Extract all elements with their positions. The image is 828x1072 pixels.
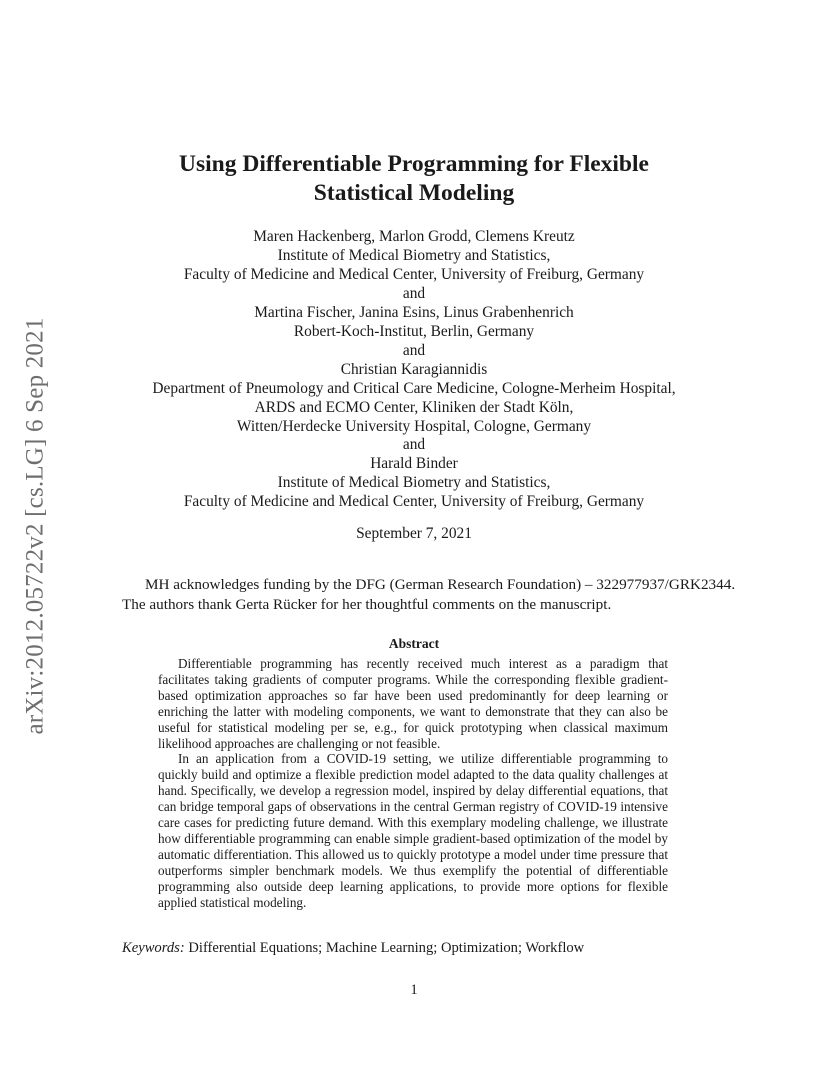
separator-and: and bbox=[402, 284, 426, 302]
affiliation-line: Robert-Koch-Institut, Berlin, Germany bbox=[293, 322, 535, 340]
authors-line: Harald Binder bbox=[370, 455, 458, 473]
acknowledgment-line: MH acknowledges funding by the DFG (German Research Foundation) – 322977937/GRK2344. bbox=[145, 576, 736, 593]
page-number: 1 bbox=[410, 982, 418, 998]
keywords-text: Differential Equations; Machine Learning; Optimization; Workflow bbox=[188, 940, 585, 956]
affiliation-line: Institute of Medical Biometry and Statistics, bbox=[277, 246, 551, 264]
affiliation-line: Faculty of Medicine and Medical Center, University of Freiburg, Germany bbox=[183, 493, 645, 511]
abstract-heading: Abstract bbox=[388, 636, 440, 651]
authors-line: Christian Karagiannidis bbox=[340, 360, 488, 378]
authors-line: Maren Hackenberg, Marlon Grodd, Clemens Kreutz bbox=[253, 228, 575, 245]
affiliation-line: Department of Pneumology and Critical Care Medicine, Cologne-Merheim Hospital, bbox=[152, 379, 676, 397]
abstract-paragraph: Differentiable programming has recently received much interest as a paradigm that facilitates taking gradients of computer programs. While the corresponding flexible gradient-based optimization approaches so far have been used predominantly for deep learning or enriching the latter with modeling components, we want to demonstrate that they can also be useful for statistical modeling per se, e.g., for quick prototyping when classical maximum likelihood approaches are challenging or not feasible. bbox=[158, 656, 668, 751]
keywords bbox=[122, 940, 722, 957]
authors-line: Martina Fischer, Janina Esins, Linus Grabenhenrich bbox=[254, 303, 574, 321]
publication-date: September 7, 2021 bbox=[356, 525, 472, 542]
title-line: Statistical Modeling bbox=[313, 180, 515, 206]
abstract-body bbox=[158, 656, 668, 911]
acknowledgment-line: The authors thank Gerta Rücker for her thoughtful comments on the manuscript. bbox=[122, 596, 612, 613]
abstract-paragraph: In an application from a COVID-19 setting, we utilize differentiable programming to quickly build and optimize a flexible prediction model adapted to the data quality challenges at hand. Specifically, we develop a regression model, inspired by delay differential equations, that can bridge temporal gaps of observations in the central German registry of COVID-19 intensive care cases for predicting future demand. With this exemplary modeling challenge, we illustrate how differentiable programming can enable simple gradient-based optimization of the model by automatic differentiation. This allowed us to quickly prototype a model under time pressure that outperforms simpler benchmark models. We thus exemplify the potential of differentiable programming also outside deep learning applications, to provide more options for flexible applied statistical modeling. bbox=[158, 751, 668, 910]
affiliation-line: Faculty of Medicine and Medical Center, University of Freiburg, Germany bbox=[183, 265, 645, 283]
affiliation-line: Witten/Herdecke University Hospital, Cologne, Germany bbox=[236, 417, 592, 435]
separator-and: and bbox=[402, 341, 426, 359]
affiliation-line: Institute of Medical Biometry and Statistics, bbox=[277, 474, 551, 492]
acknowledgments bbox=[122, 575, 736, 615]
arxiv-identifier-stamp bbox=[14, 296, 58, 756]
paper-title bbox=[100, 150, 728, 208]
author-affiliation-block bbox=[100, 228, 728, 512]
affiliation-line: ARDS and ECMO Center, Kliniken der Stadt Köln, bbox=[254, 398, 574, 416]
arxiv-identifier-text: arXiv:2012.05722v2 [cs.LG] 6 Sep 2021 bbox=[22, 317, 50, 735]
keywords-label: Keywords: bbox=[122, 940, 185, 956]
title-line: Using Differentiable Programming for Flexible bbox=[179, 151, 649, 177]
separator-and: and bbox=[402, 436, 426, 454]
